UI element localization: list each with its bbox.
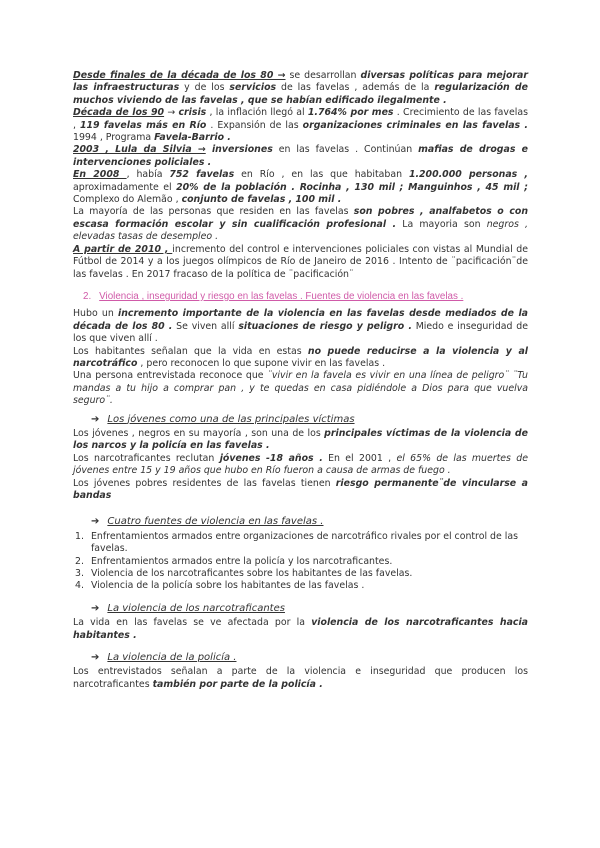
paragraph-violence-increase: [73, 308, 528, 345]
emphasis: riesgo permanente¨de vincularse a bandas: [73, 477, 528, 501]
emphasis: negros , elevadas tasas de desempleo .: [73, 218, 528, 243]
text-run: Se viven allí: [172, 320, 239, 332]
emphasis: Favela-Barrio .: [154, 132, 231, 144]
emphasis: incremento importante de la violencia en las favelas desde mediados de la década de los 80 .: [73, 308, 528, 332]
list-number: 2.: [75, 555, 84, 567]
list-item: [73, 531, 528, 556]
text-run: Los jóvenes pobres residentes de las favelas tienen: [73, 477, 336, 489]
text-run: Los narcotraficantes reclutan: [73, 452, 220, 464]
emphasis: 1.200.000 personas ,: [408, 169, 528, 181]
emphasis: crisis: [178, 107, 207, 119]
text-run: 1994 , Programa: [73, 132, 155, 144]
list-item: [73, 580, 528, 592]
text-run: La mayoria son: [396, 218, 487, 230]
arrow-icon: ➔: [91, 516, 100, 528]
text-run: de las favelas , además de la: [276, 82, 435, 94]
text-run: En el 2001 ,: [322, 452, 397, 464]
list-item: [73, 568, 528, 580]
emphasis: 1.764% por mes: [307, 107, 394, 119]
heading-text: Violencia , inseguridad y riesgo en las favelas . Fuentes de violencia en las favelas .: [99, 290, 464, 302]
arrow-icon: ➔: [91, 413, 100, 425]
list-text: Violencia de los narcotraficantes sobre los habitantes de las favelas.: [91, 568, 413, 580]
document-body: [73, 70, 528, 691]
text-run: Una persona entrevistada reconoce que: [73, 370, 268, 382]
subheading-text: Los jóvenes como una de las principales víctimas: [107, 413, 355, 425]
emphasis: mafias de drogas e intervenciones policiales .: [73, 144, 528, 168]
emphasis: situaciones de riesgo y peligro .: [238, 320, 412, 332]
period-label: 2003 , Lula da Silvia →: [73, 144, 206, 156]
paragraph-2008: [73, 169, 528, 206]
text-run: , había: [126, 169, 170, 181]
emphasis: 119 favelas más en Río: [80, 119, 207, 131]
paragraph-recruitment: [73, 453, 528, 478]
text-run: se desarrollan: [285, 70, 361, 81]
sources-list: [73, 531, 528, 593]
emphasis: inversiones: [205, 144, 273, 156]
emphasis: principales víctimas de la violencia de los narcos y la policía en las favelas .: [73, 427, 528, 452]
subheading-narcos: [91, 603, 528, 615]
emphasis: 752 favelas: [169, 169, 235, 181]
section-heading: [83, 291, 528, 303]
subheading-police: [91, 652, 528, 664]
period-label: A partir de 2010 ,: [73, 243, 173, 255]
list-text: Enfrentamientos armados entre organizaciones de narcotráfico rivales por el control de las favelas.: [91, 530, 518, 555]
text-run: Miedo e inseguridad de los que viven allí .: [73, 320, 529, 345]
period-label: Desde finales de la década de los 80 →: [73, 70, 286, 81]
paragraph-gangs: [73, 478, 528, 503]
subheading-youth: [91, 414, 528, 426]
subheading-sources: [91, 516, 528, 528]
text-run: La mayoría de las personas que residen en las favelas: [73, 206, 354, 218]
text-run: , pero reconocen lo que supone vivir en las favelas .: [137, 357, 386, 369]
text-run: y de los: [179, 82, 230, 94]
subheading-text: La violencia de los narcotraficantes: [107, 602, 285, 614]
emphasis: organizaciones criminales en las favelas .: [302, 119, 528, 131]
subheading-text: Cuatro fuentes de violencia en las favelas .: [107, 516, 324, 528]
text-run: Los jóvenes , negros en su mayoría , son una de los: [73, 427, 325, 439]
paragraph-1980s: [73, 70, 528, 107]
quote: ¨vivir en la favela es vivir en una línea de peligro¨ ¨Tu mandas a tu hijo a comprar pan , y te quedas en casa pidiéndole a Dios para que vuelva seguro¨.: [73, 370, 529, 407]
list-text: Enfrentamientos armados entre la policía y los narcotraficantes.: [91, 555, 393, 567]
list-item: [73, 556, 528, 568]
list-text: Violencia de la policía sobre los habitantes de las favelas .: [91, 580, 365, 592]
emphasis: diversas políticas para mejorar las infraestructuras: [73, 70, 528, 94]
emphasis: son pobres , analfabetos o con escasa formación escolar y sin cualificación profesional .: [73, 206, 528, 230]
emphasis: violencia de los narcotraficantes hacia habitantes .: [73, 617, 528, 641]
text-run: , la inflación llegó al: [206, 107, 308, 119]
emphasis: también por parte de la policía .: [152, 678, 323, 690]
emphasis: no puede reducirse a la violencia y al narcotráfico: [73, 345, 528, 369]
paragraph-1990s: [73, 107, 528, 144]
text-run: Hubo un: [73, 308, 118, 320]
heading-number: 2.: [83, 290, 92, 302]
emphasis: regularización de muchos viviendo de las favelas , que se habían edificado ilegalmente .: [73, 82, 529, 106]
subheading-text: La violencia de la policía .: [107, 652, 237, 664]
text-run: incremento del control e intervenciones policiales con vistas al Mundial de Fútbol de 2014 y a los juegos olímpicos de Río de Janeiro de 2016 . Intento de ¨pacificación¨de las favelas . En 2017 fracaso de la política de ¨pacificación¨: [73, 243, 528, 280]
paragraph-2010: [73, 244, 528, 281]
text-run: en las favelas . Continúan: [272, 144, 419, 156]
text-run: Los entrevistados señalan a parte de la violencia e inseguridad que producen los narcotraficantes: [73, 666, 528, 690]
text-run: Complexo do Alemão ,: [73, 194, 182, 206]
period-label: Década de los 90: [73, 107, 165, 119]
emphasis: el 65% de las muertes de jóvenes entre 15 y 19 años que hubo en Río fueron a causa de armas de fuego .: [73, 452, 528, 477]
emphasis: conjunto de favelas , 100 mil .: [181, 194, 342, 206]
paragraph-police-violence: [73, 666, 528, 691]
text-run: . Expansión de las: [206, 119, 303, 131]
list-number: 3.: [75, 568, 84, 580]
arrow-icon: ➔: [91, 602, 100, 614]
paragraph-youth-victims: [73, 428, 528, 453]
emphasis: 20% de la población . Rocinha , 130 mil ; Manguinhos , 45 mil ;: [176, 181, 529, 193]
text-run: La vida en las favelas se ve afectada por la: [73, 617, 312, 629]
paragraph-population: [73, 206, 528, 243]
paragraph-residents: [73, 346, 528, 371]
text-run: en Río , en las que habitaban: [234, 169, 409, 181]
paragraph-2003: [73, 144, 528, 169]
emphasis: servicios: [229, 82, 277, 94]
text-run: aproximadamente el: [73, 181, 177, 193]
text-run: Los habitantes señalan que la vida en estas: [73, 345, 308, 357]
paragraph-interview: [73, 370, 528, 407]
arrow-icon: ➔: [91, 652, 100, 664]
paragraph-narco-violence: [73, 617, 528, 642]
text-run: . Crecimiento de las favelas ,: [73, 107, 528, 131]
emphasis: jóvenes -18 años .: [219, 452, 323, 464]
text-run: →: [164, 107, 179, 119]
list-number: 4.: [75, 580, 84, 592]
list-number: 1.: [75, 530, 84, 542]
period-label: En 2008: [73, 169, 127, 181]
